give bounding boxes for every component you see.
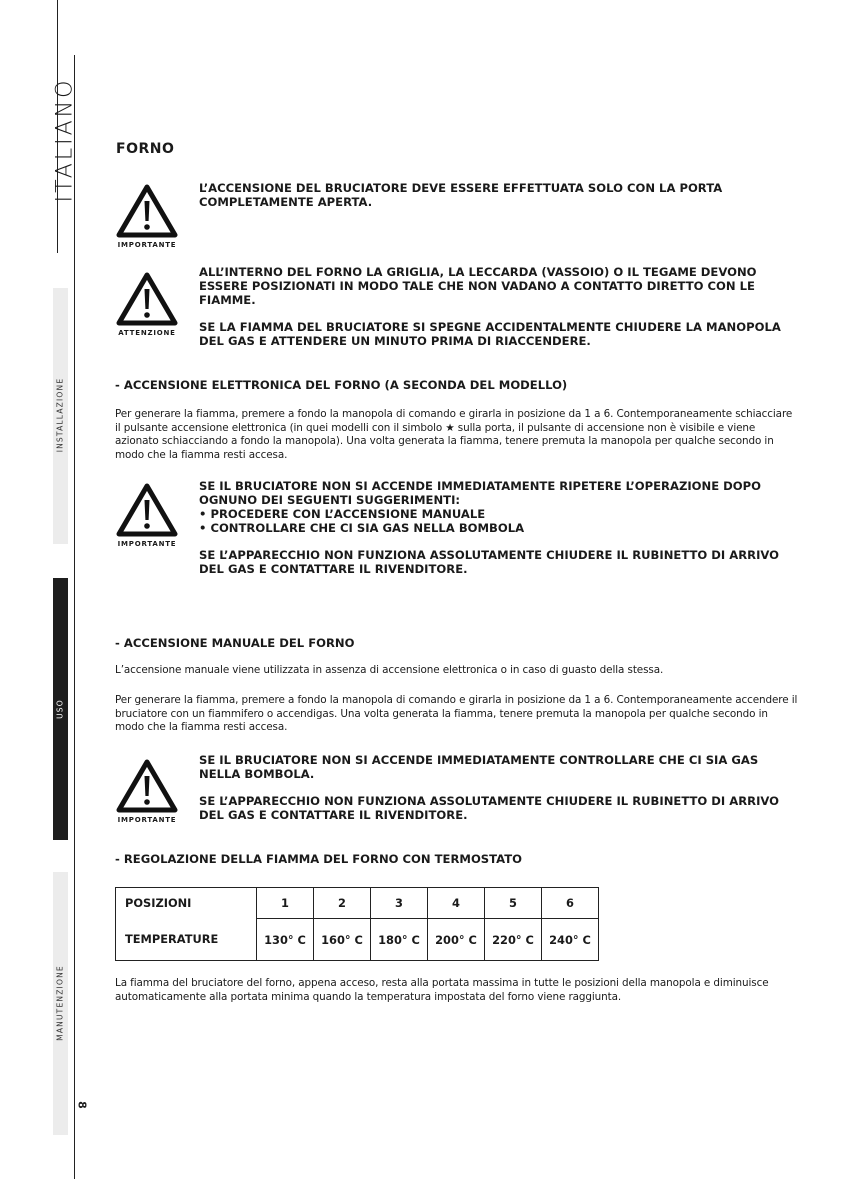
warning-line: L’ACCENSIONE DEL BRUCIATORE DEVE ESSERE EFFETTUATA SOLO CON LA PORTA COMPLETAMENTE APERTA. (199, 181, 723, 209)
warning-text-3 (199, 479, 799, 589)
table-cell: 5 (485, 888, 542, 919)
tab-manutenzione-label: MANUTENZIONE (55, 965, 65, 1041)
table-header-cell: POSIZIONI (116, 888, 257, 919)
warning-line: SE LA FIAMMA DEL BRUCIATORE SI SPEGNE ACCIDENTALMENTE CHIUDERE LA MANOPOLA DEL GAS E ATTENDERE UN MINUTO PRIMA DI RIACCENDERE. (199, 320, 781, 348)
warning-line: • CONTROLLARE CHE CI SIA GAS NELLA BOMBOLA (199, 521, 525, 535)
tab-installazione-label: INSTALLAZIONE (55, 377, 65, 453)
warning-icon-block-4 (112, 758, 182, 824)
table-cell: 6 (542, 888, 599, 919)
tab-uso-label: USO (55, 699, 65, 719)
warning-line: SE L’APPARECCHIO NON FUNZIONA ASSOLUTAMENTE CHIUDERE IL RUBINETTO DI ARRIVO DEL GAS E CONTATTARE IL RIVENDITORE. (199, 548, 780, 576)
section-heading-electronic: - ACCENSIONE ELETTRONICA DEL FORNO (A SECONDA DEL MODELLO) (115, 378, 568, 392)
table-header-cell: TEMPERATURE (116, 919, 257, 961)
warning-line: SE L’APPARECCHIO NON FUNZIONA ASSOLUTAMENTE CHIUDERE IL RUBINETTO DI ARRIVO DEL GAS E CONTATTARE IL RIVENDITORE. (199, 794, 780, 822)
warning-text-1 (199, 181, 799, 222)
icon-label: ATTENZIONE (118, 329, 176, 337)
table-row (116, 919, 599, 961)
table-row (116, 888, 599, 919)
table-cell: 130° C (257, 919, 314, 961)
paragraph-electronic: Per generare la fiamma, premere a fondo la manopola di comando e girarla in posizione da 1 a 6. Contemporaneamente schiacciare il pulsante accensione elettronica (in quei modelli con il simbolo ★ sulla porta, il pulsante di accensione non è visibile e viene azionato schiacciando a fondo la manopola). Una volta generata la fiamma, tenere premuta la manopola per qualche secondo in modo che la fiamma resti accesa. (115, 408, 793, 461)
paragraph-manual-2: Per generare la fiamma, premere a fondo la manopola di comando e girarla in posizione da 1 a 6. Contemporaneamente accendere il bruciatore con un fiammifero o accendigas. Una volta generata la fiamma, tenere premuta la manopola per qualche secondo in modo che la fiamma resti accesa. (115, 694, 798, 734)
warning-triangle-icon (115, 271, 179, 327)
paragraph-regulation-footer: La fiamma del bruciatore del forno, appena acceso, resta alla portata massima in tutte le posizioni della manopola e diminuisce automaticamente alla portata minima quando la temperatura impostata del forno viene raggiunta. (115, 977, 769, 1003)
table-cell: 1 (257, 888, 314, 919)
table-cell: 3 (371, 888, 428, 919)
warning-text-4 (199, 753, 799, 835)
icon-label: IMPORTANTE (117, 540, 177, 548)
table-cell: 180° C (371, 919, 428, 961)
paragraph-manual-1: L’accensione manuale viene utilizzata in assenza di accensione elettronica o in caso di guasto della stessa. (115, 664, 664, 676)
sidebar-rule-main (74, 55, 75, 1179)
language-label: ITALIANO (52, 77, 78, 203)
warning-line: SE IL BRUCIATORE NON SI ACCENDE IMMEDIATAMENTE CONTROLLARE CHE CI SIA GAS NELLA BOMBOLA. (199, 753, 759, 781)
table-cell: 240° C (542, 919, 599, 961)
warning-icon-block-3 (112, 482, 182, 548)
section-heading-manual: - ACCENSIONE MANUALE DEL FORNO (115, 636, 355, 650)
table-cell: 160° C (314, 919, 371, 961)
warning-line: • PROCEDERE CON L’ACCENSIONE MANUALE (199, 507, 486, 521)
page-number: 8 (75, 1101, 89, 1109)
warning-line: SE IL BRUCIATORE NON SI ACCENDE IMMEDIATAMENTE RIPETERE L’OPERAZIONE DOPO OGNUNO DEI SEGUENTI SUGGERIMENTI: (199, 479, 762, 507)
table-cell: 4 (428, 888, 485, 919)
warning-triangle-icon (115, 183, 179, 239)
temperature-table (115, 887, 599, 961)
section-heading-regulation: - REGOLAZIONE DELLA FIAMMA DEL FORNO CON TERMOSTATO (115, 852, 522, 866)
warning-text-2 (199, 265, 799, 361)
warning-icon-block-2 (112, 271, 182, 337)
warning-triangle-icon (115, 482, 179, 538)
table-cell: 220° C (485, 919, 542, 961)
warning-icon-block-1 (112, 183, 182, 249)
warning-triangle-icon (115, 758, 179, 814)
table-cell: 200° C (428, 919, 485, 961)
warning-line: ALL’INTERNO DEL FORNO LA GRIGLIA, LA LECCARDA (VASSOIO) O IL TEGAME DEVONO ESSERE POSIZIONATI IN MODO TALE CHE NON VADANO A CONTATTO DIRETTO CON LE FIAMME. (199, 265, 757, 307)
icon-label: IMPORTANTE (117, 241, 177, 249)
icon-label: IMPORTANTE (117, 816, 177, 824)
page-title: FORNO (116, 141, 175, 157)
table-cell: 2 (314, 888, 371, 919)
